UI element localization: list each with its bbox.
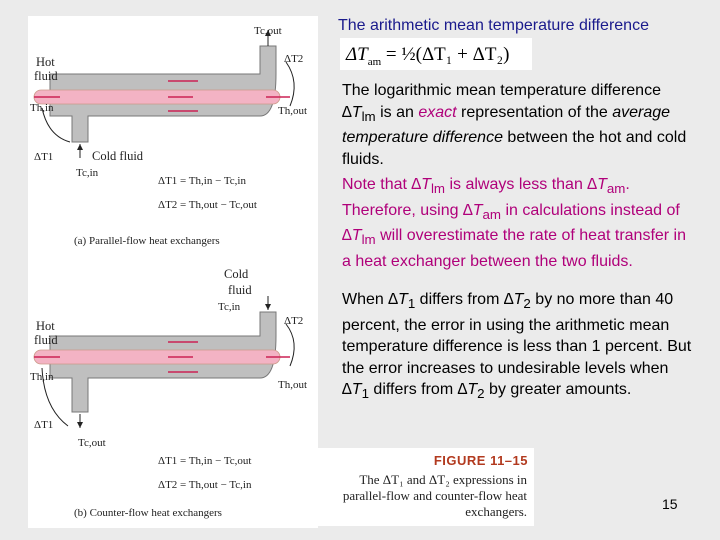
para1-text-a: The logarithmic mean temperature difference xyxy=(342,82,661,99)
para1-exact: exact xyxy=(418,103,457,121)
figure-caption-box xyxy=(315,448,534,526)
paragraph-note-overestimate xyxy=(342,174,694,273)
para2-text-d: in calculations instead of xyxy=(501,201,680,219)
para2-text-e: will overestimate the rate of heat transfer in a heat exchanger between the two fluids. xyxy=(342,227,687,271)
dt1-equation-b: ΔT1 = Th,in − Tc,out xyxy=(158,455,252,467)
dt1-label-a: ΔT1 xyxy=(34,151,54,163)
t-c-in-label-b: Tc,in xyxy=(218,301,241,313)
para2-symbol-1: ∆T xyxy=(411,176,431,193)
para2-text-b: is always less than xyxy=(445,176,588,193)
para2-text-c: . Therefore, using xyxy=(342,176,630,219)
para2-symbol-2: ∆T xyxy=(587,176,607,193)
t-c-out-label-b: Tc,out xyxy=(78,437,106,449)
para1-sub: lm xyxy=(361,108,376,124)
heat-exchanger-figure xyxy=(28,16,318,528)
hot-fluid-label-a-2: fluid xyxy=(34,69,58,83)
slide-title: The arithmetic mean temperature difference xyxy=(338,17,649,34)
hot-fluid-label-b-2: fluid xyxy=(34,333,58,347)
figure-caption: The ΔT₁ and ΔT₂ expressions in parallel-flow and counter-flow heat exchangers. xyxy=(342,472,527,519)
para3-sub-4: 2 xyxy=(477,386,485,402)
t-h-out-label-a: Th,out xyxy=(278,105,308,117)
dt1-label-b: ΔT1 xyxy=(34,419,54,431)
t-h-in-label-b: Th,in xyxy=(30,371,54,383)
cold-fluid-label-b-2: fluid xyxy=(228,283,252,297)
para2-sub-2: am xyxy=(606,181,626,197)
para2-symbol-3: ∆T xyxy=(462,201,483,219)
counter-flow-diagram xyxy=(30,267,307,519)
caption-b: (b) Counter-flow heat exchangers xyxy=(74,507,222,519)
para3-symbol-2: ∆T xyxy=(503,291,524,308)
t-h-out-label-b: Th,out xyxy=(278,379,308,391)
dt1-equation-a: ΔT1 = Th,in − Tc,in xyxy=(158,175,246,187)
para3-sub-2: 2 xyxy=(523,296,531,312)
para1-symbol: ∆T xyxy=(342,103,362,121)
caption-a: (a) Parallel-flow heat exchangers xyxy=(74,235,220,247)
para3-sub-1: 1 xyxy=(407,296,416,312)
formula-lhs-sub: am xyxy=(367,55,382,68)
para3-text-d: differs from xyxy=(368,381,458,399)
para3-text-e: by greater amounts. xyxy=(484,381,632,399)
hot-pipe-a xyxy=(34,90,280,104)
paragraph-error-40-percent xyxy=(342,289,694,405)
cold-fluid-label-b-1: Cold xyxy=(224,267,249,281)
t-h-in-label-a: Th,in xyxy=(30,102,54,114)
t-c-in-label-a: Tc,in xyxy=(76,167,99,179)
dt2-equation-b: ΔT2 = Th,out − Tc,in xyxy=(158,479,252,491)
t-c-out-label-a: Tc,out xyxy=(254,25,282,37)
figure-label: FIGURE 11–15 xyxy=(433,453,528,468)
heat-exchanger-diagram xyxy=(28,16,318,528)
parallel-flow-diagram xyxy=(30,25,307,247)
para1-text-c: representation of the xyxy=(456,103,613,121)
hot-pipe-b xyxy=(34,350,280,364)
formula-lhs: ΔT xyxy=(346,44,368,65)
para1-average-temp-diff: average temperature difference xyxy=(342,103,671,147)
dt2-label-a: ΔT2 xyxy=(284,53,304,65)
hot-fluid-label-a-1: Hot xyxy=(36,55,55,69)
para3-symbol-4: ∆T xyxy=(457,381,478,399)
para2-sub-4: lm xyxy=(361,232,376,248)
formula-rhs: = ½(ΔT₁ + ΔT₂) xyxy=(385,44,510,65)
para1-text-b: is an xyxy=(375,103,419,121)
para2-sub-3: am xyxy=(482,206,502,222)
dt2-equation-a: ΔT2 = Th,out − Tc,out xyxy=(158,199,257,211)
para2-sub-1: lm xyxy=(430,181,446,197)
para3-sub-3: 1 xyxy=(361,386,369,402)
para3-symbol-3: ∆T xyxy=(342,381,362,399)
para3-symbol-1: ∆T xyxy=(388,291,408,308)
paragraph-exact-representation xyxy=(342,80,694,170)
arithmetic-mean-formula xyxy=(340,38,532,70)
dt2-label-b: ΔT2 xyxy=(284,315,304,327)
para1-text-d: between the hot and cold fluids. xyxy=(342,129,687,168)
page-number: 15 xyxy=(662,496,678,512)
cold-fluid-label-a: Cold fluid xyxy=(92,149,144,163)
para3-text-c: by no more than 40 percent, the error in using the arithmetic mean temperature difference is less than 1 percent. But the error increases to undesirable levels when xyxy=(342,291,692,377)
para2-text-a: Note that xyxy=(342,176,412,193)
hot-fluid-label-b-1: Hot xyxy=(36,319,55,333)
para3-text-a: When xyxy=(342,291,389,308)
para2-symbol-4: ∆T xyxy=(342,227,362,245)
para3-text-b: differs from xyxy=(415,291,504,308)
